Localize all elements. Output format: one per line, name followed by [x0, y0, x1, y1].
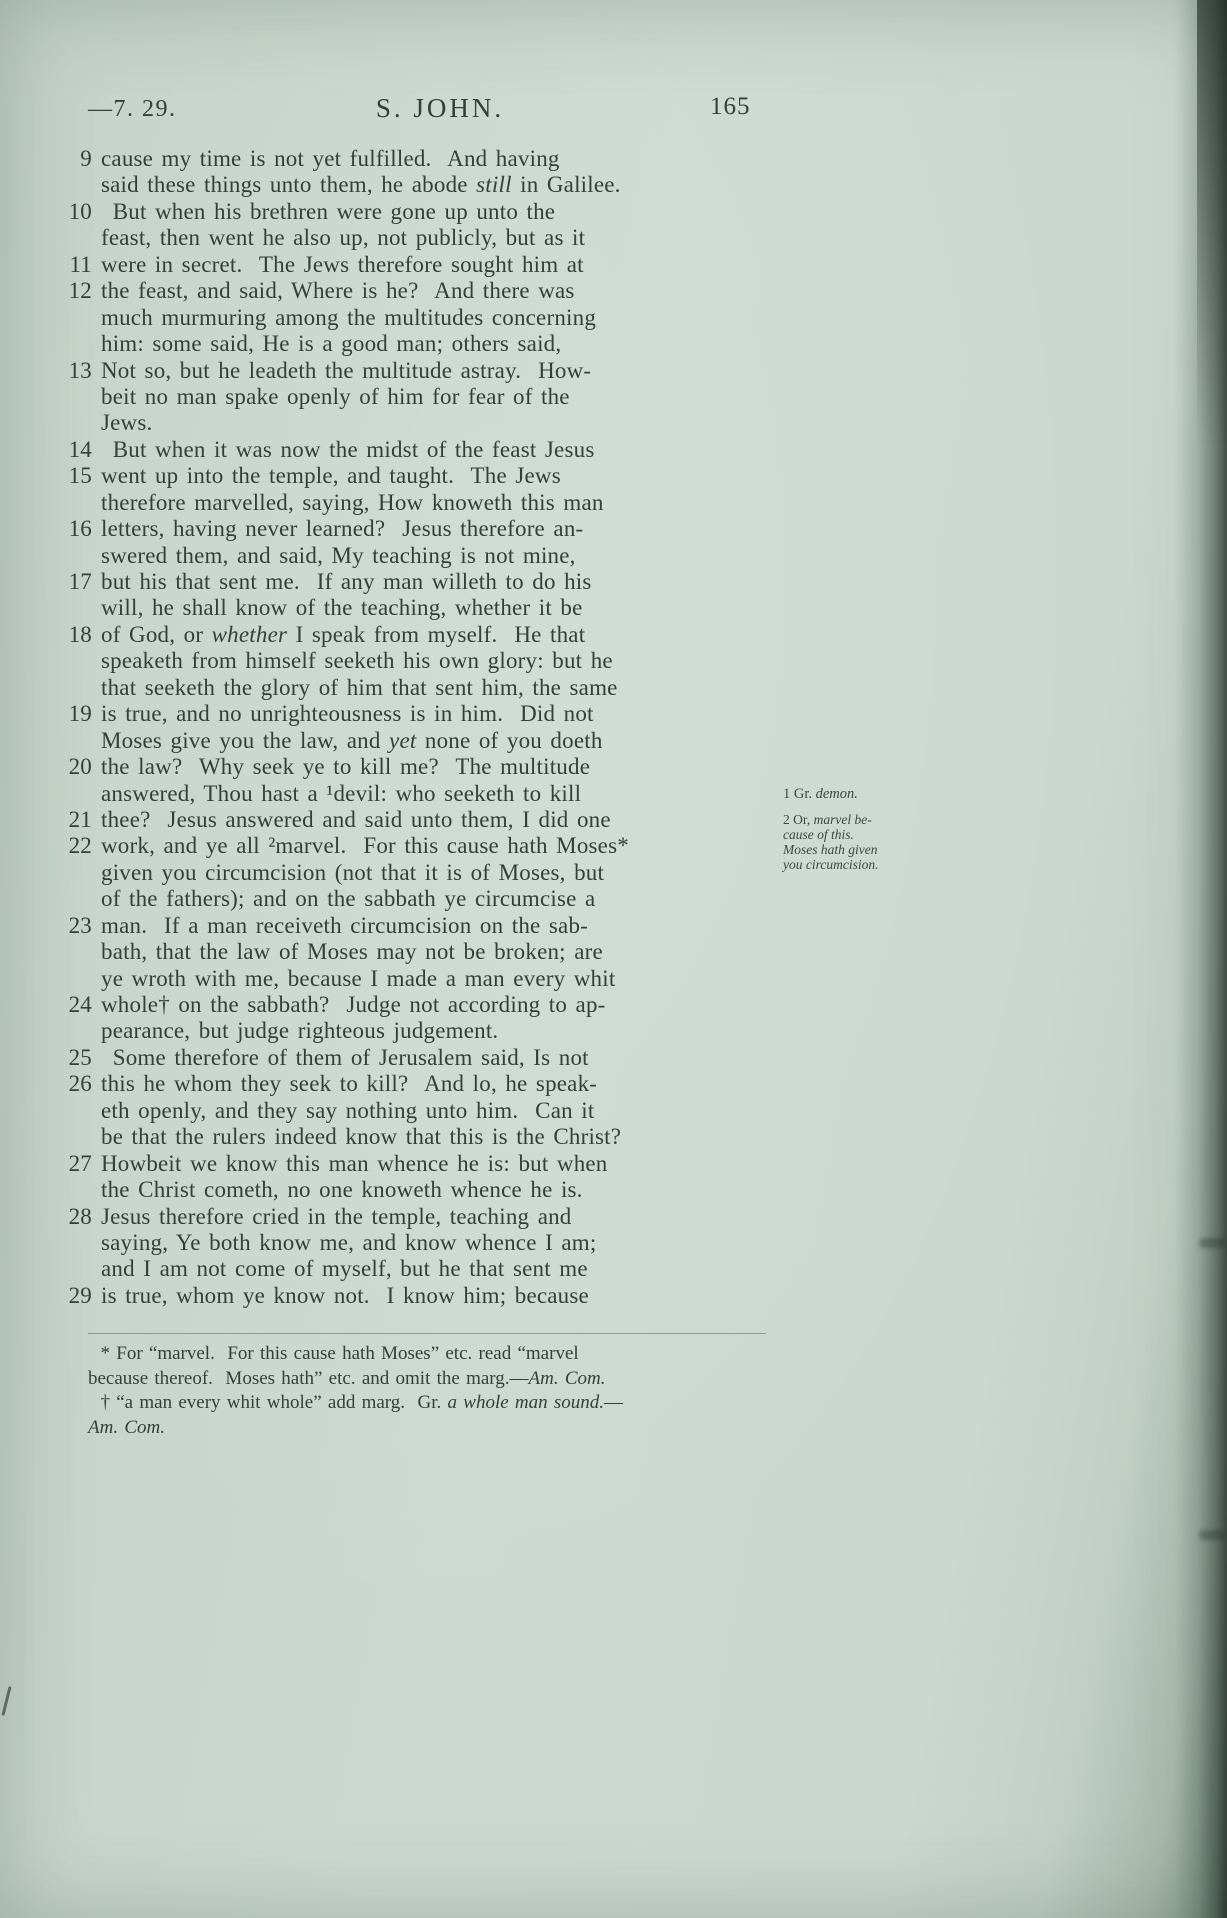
verse-line: [56, 913, 796, 939]
verse-number: 21: [68, 806, 92, 832]
verse-line: [56, 701, 796, 727]
verse-line: [56, 384, 796, 410]
verse-line: [56, 939, 796, 965]
verse-number: [56, 966, 92, 992]
verse-line: [56, 992, 796, 1018]
verse-line-text: the feast, and said, Where is he? And there was: [101, 278, 575, 304]
verse-line: [56, 860, 796, 886]
verse-line: [56, 1177, 796, 1203]
verse-line-text: of the fathers); and on the sabbath ye circumcise a: [101, 886, 596, 912]
verse-line: [56, 199, 796, 225]
verse-line: [56, 252, 796, 278]
verse-number: 29: [68, 1282, 92, 1308]
verse-number: [56, 675, 92, 701]
verse-number: 28: [68, 1203, 92, 1229]
verse-line: [56, 807, 796, 833]
verse-number: [56, 384, 92, 410]
verse-line-text: Not so, but he leadeth the multitude astray. How-: [101, 357, 592, 383]
verse-number: 22: [68, 833, 92, 859]
verse-line: [56, 278, 796, 304]
verse-number: [56, 886, 92, 912]
verse-line-text: eth openly, and they say nothing unto him. Can it: [101, 1097, 595, 1123]
verse-line: [56, 172, 796, 198]
verse-line-text: given you circumcision (not that it is of Moses, but: [101, 859, 605, 885]
verse-number: 16: [68, 516, 92, 542]
verse-line: [56, 754, 796, 780]
verse-line-text: is true, and no unrighteousness is in him. Did not: [101, 701, 594, 727]
verse-number: 24: [68, 992, 92, 1017]
verse-number: [56, 595, 92, 621]
verse-line: [56, 781, 796, 807]
verse-number: 13: [68, 357, 92, 383]
verse-line: [56, 648, 796, 674]
verse-line-text: pearance, but judge righteous judgement.: [101, 1018, 499, 1044]
verse-number: [56, 543, 92, 569]
verse-line: [56, 305, 796, 331]
verse-number: 10: [68, 198, 92, 224]
verse-number: 18: [68, 621, 92, 647]
verse-line-text: swered them, and said, My teaching is not mine,: [101, 542, 576, 568]
verse-line-text: that seeketh the glory of him that sent him, the same: [101, 674, 618, 700]
verse-number: [56, 1098, 92, 1124]
verse-line-text: work, and ye all ²marvel. For this cause hath Moses*: [101, 833, 629, 859]
verse-line-text: saying, Ye both know me, and know whence I am;: [101, 1229, 597, 1255]
verse-number: [56, 331, 92, 357]
verse-line: [56, 1151, 796, 1177]
margin-note-1: [783, 786, 978, 802]
verse-line: [56, 886, 796, 912]
page-number: 165: [710, 93, 751, 120]
verse-line: [56, 437, 796, 463]
verse-number: [56, 172, 92, 198]
verse-number: [56, 225, 92, 251]
verse-line-text: and I am not come of myself, but he that sent me: [101, 1256, 588, 1282]
verse-number: [56, 1256, 92, 1282]
book-edge-dark-corner: [1197, 0, 1227, 450]
verse-number: [56, 1177, 92, 1203]
verse-line-text: cause my time is not yet fulfilled. And having: [101, 146, 560, 171]
verse-line-text: feast, then went he also up, not publicly, but as it: [101, 225, 586, 251]
verse-line: [56, 1230, 796, 1256]
verse-line-text: the law? Why seek ye to kill me? The multitude: [101, 754, 591, 780]
verse-line-text: ye wroth with me, because I made a man every whit: [101, 965, 616, 991]
verse-line: [56, 1256, 796, 1282]
verse-number: [56, 1230, 92, 1256]
footnote-line: † “a man every whit whole” add marg. Gr. a whole man sound.—: [88, 1392, 624, 1413]
verse-line: [56, 1045, 796, 1071]
verse-line-text: were in secret. The Jews therefore sought him at: [101, 251, 584, 277]
verse-line-text: went up into the temple, and taught. The Jews: [101, 463, 561, 489]
page-edge-smudge: [1199, 1530, 1225, 1540]
verse-line-text: will, he shall know of the teaching, whether it be: [101, 595, 583, 621]
verse-number: 20: [68, 754, 92, 780]
verse-line: [56, 463, 796, 489]
margin-note-line: 2 Or, marvel be-: [783, 812, 872, 827]
verse-number: [56, 410, 92, 436]
verse-line-text: man. If a man receiveth circumcision on the sab-: [101, 912, 589, 938]
verse-line: [56, 146, 796, 172]
verse-line-text: of God, or whether I speak from myself. He that: [101, 621, 586, 647]
verse-number: 17: [68, 569, 92, 594]
verse-line: [56, 331, 796, 357]
verse-line: [56, 1124, 796, 1150]
verse-line: [56, 675, 796, 701]
pen-mark: [1, 1686, 11, 1716]
verse-line-text: be that the rulers indeed know that this is the Christ?: [101, 1124, 622, 1150]
footnote-line: Am. Com.: [88, 1416, 165, 1438]
verse-line: [56, 358, 796, 384]
verse-line-text: the Christ cometh, no one knoweth whence he is.: [101, 1177, 583, 1203]
verse-number: [56, 728, 92, 754]
verse-line-text: thee? Jesus answered and said unto them, I did one: [101, 806, 611, 832]
verse-line-text: Jesus therefore cried in the temple, teaching and: [101, 1203, 572, 1229]
verse-line: [56, 1071, 796, 1097]
verse-line-text: beit no man spake openly of him for fear of the: [101, 383, 570, 409]
verse-line: [56, 595, 796, 621]
verse-number: [56, 648, 92, 674]
verse-line: [56, 543, 796, 569]
verse-line: [56, 410, 796, 436]
verse-line: [56, 516, 796, 542]
margin-note-line: 1 Gr. demon.: [783, 786, 858, 802]
verse-number: 9: [80, 146, 92, 171]
running-head-book-title: S. JOHN.: [375, 93, 505, 123]
verse-line-text: but his that sent me. If any man willeth to do his: [101, 569, 592, 594]
running-head-verse-ref: —7. 29.: [88, 96, 177, 122]
verse-line-text: is true, whom ye know not. I know him; because: [101, 1282, 589, 1308]
verse-line-text: letters, having never learned? Jesus therefore an-: [101, 516, 584, 542]
verse-number: 11: [69, 251, 92, 277]
verse-number: [56, 939, 92, 965]
verse-line-text: much murmuring among the multitudes concerning: [101, 304, 597, 330]
verse-line-text: bath, that the law of Moses may not be broken; are: [101, 939, 603, 965]
verse-number: [56, 1124, 92, 1150]
verse-text-block: [56, 146, 796, 1309]
verse-line-text: Some therefore of them of Jerusalem said, Is not: [101, 1044, 589, 1070]
verse-line: [56, 966, 796, 992]
margin-note-line: Moses hath given: [783, 842, 878, 857]
verse-number: 14: [68, 436, 92, 462]
footnote-line: because thereof. Moses hath” etc. and omit the marg.—Am. Com.: [88, 1367, 606, 1389]
verse-line-text: whole† on the sabbath? Judge not according to ap-: [101, 992, 606, 1017]
verse-line-text: therefore marvelled, saying, How knoweth this man: [101, 489, 604, 515]
verse-number: [56, 781, 92, 807]
verse-number: [56, 860, 92, 886]
footnote-divider-rule: [88, 1333, 766, 1334]
verse-line: [56, 622, 796, 648]
verse-number: [56, 305, 92, 331]
verse-number: 27: [68, 1150, 92, 1176]
verse-line: [56, 1018, 796, 1044]
verse-line-text: speaketh from himself seeketh his own glory: but he: [101, 648, 613, 674]
verse-line-text: Howbeit we know this man whence he is: but when: [101, 1150, 608, 1176]
verse-line-text: answered, Thou hast a ¹devil: who seeketh to kill: [101, 780, 582, 806]
verse-number: 15: [68, 463, 92, 489]
verse-line: [56, 225, 796, 251]
verse-line-text: Moses give you the law, and yet none of you doeth: [101, 727, 603, 753]
page-edge-smudge: [1199, 1238, 1225, 1248]
verse-line-text: said these things unto them, he abode still in Galilee.: [101, 172, 621, 198]
verse-number: 19: [68, 701, 92, 727]
verse-number: 26: [68, 1071, 92, 1097]
verse-number: 12: [68, 278, 92, 304]
margin-note-line: you circumcision.: [783, 857, 879, 872]
verse-line-text: this he whom they seek to kill? And lo, he speak-: [101, 1071, 598, 1097]
verse-line-text: But when it was now the midst of the feast Jesus: [101, 436, 595, 462]
verse-line: [56, 1098, 796, 1124]
verse-line: [56, 569, 796, 595]
verse-line: [56, 1283, 796, 1309]
verse-line: [56, 833, 796, 859]
margin-note-line: cause of this.: [783, 827, 854, 842]
verse-number: [56, 1018, 92, 1044]
footnotes-block: [88, 1342, 788, 1440]
margin-note-2: [783, 812, 978, 872]
verse-line: [56, 728, 796, 754]
verse-line: [56, 1204, 796, 1230]
footnote-line: * For “marvel. For this cause hath Moses” etc. read “marvel: [88, 1343, 579, 1364]
verse-line-text: But when his brethren were gone up unto the: [101, 198, 556, 224]
verse-line-text: him: some said, He is a good man; others said,: [101, 331, 562, 357]
verse-line-text: Jews.: [101, 410, 153, 436]
verse-number: [56, 490, 92, 516]
verse-number: 25: [68, 1044, 92, 1070]
verse-number: 23: [68, 912, 92, 938]
verse-line: [56, 490, 796, 516]
